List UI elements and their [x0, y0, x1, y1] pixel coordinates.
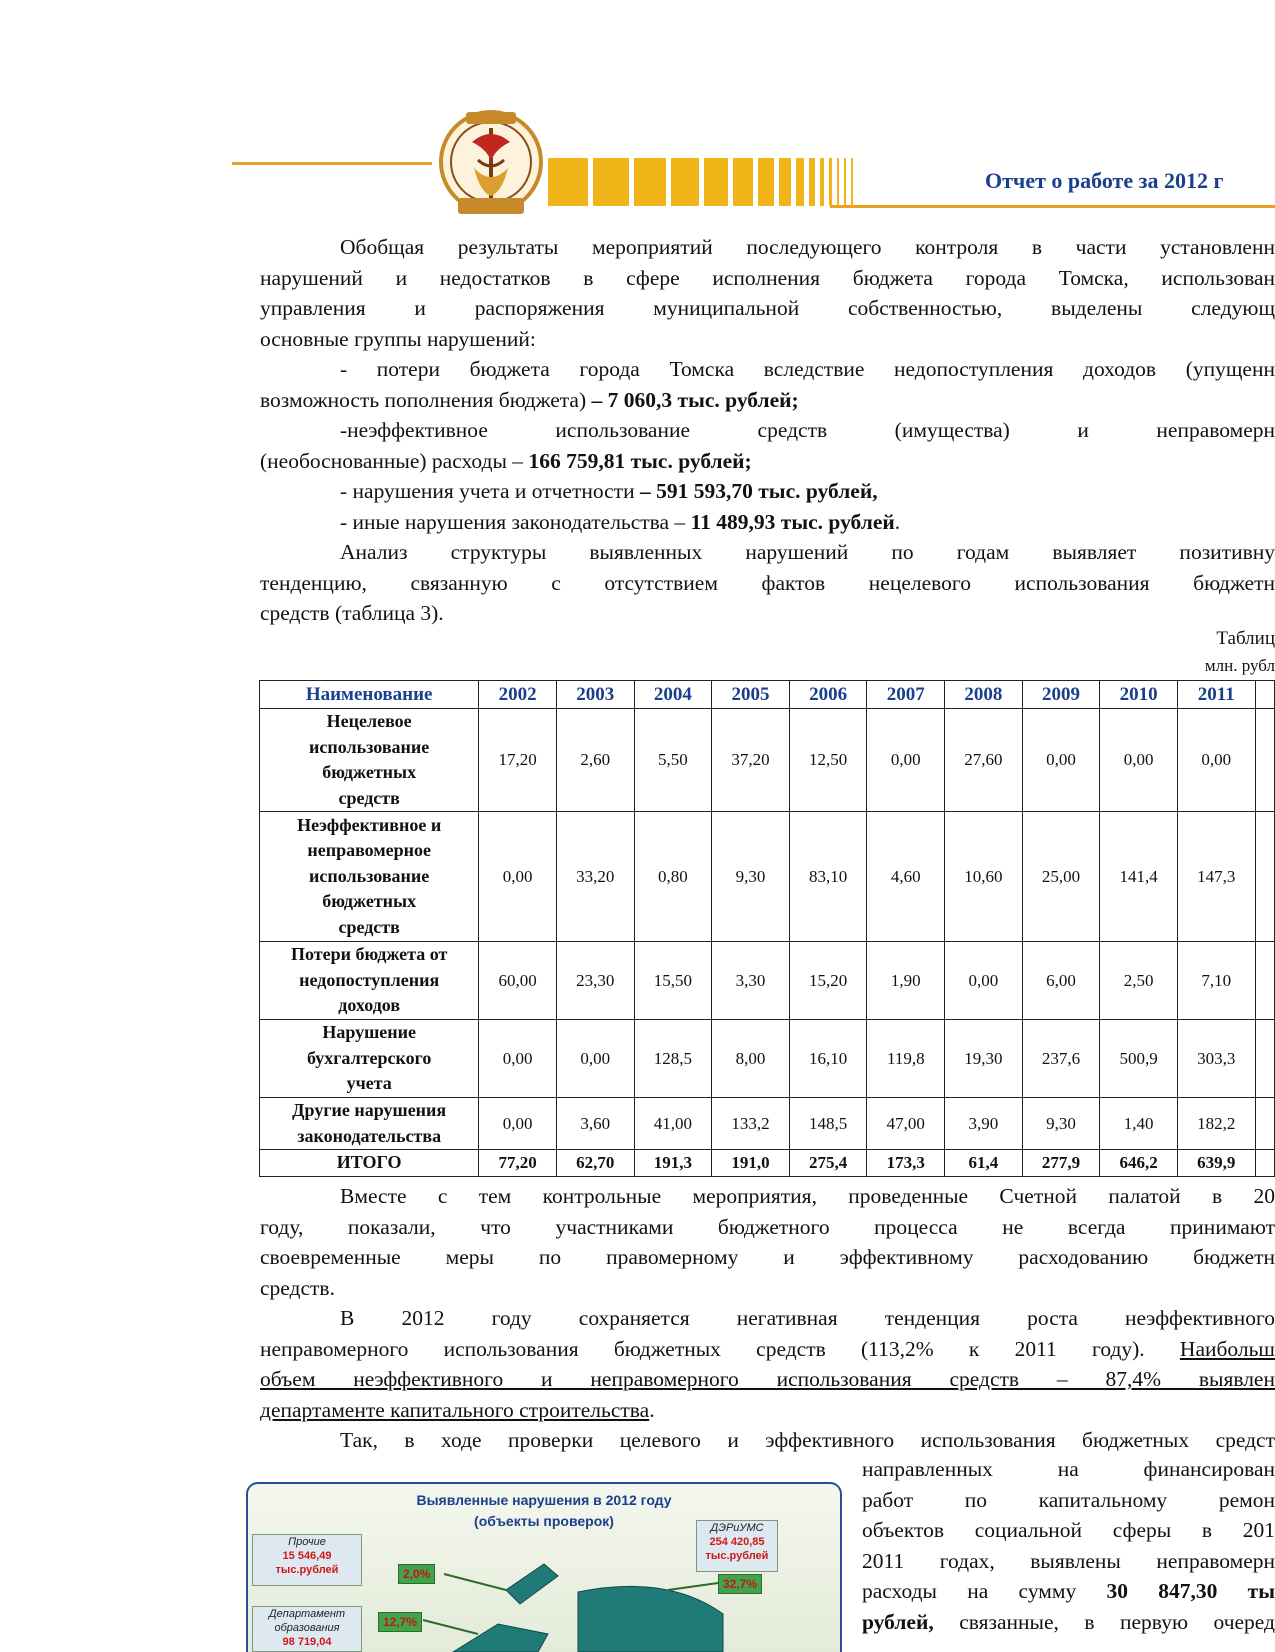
column-header: 2002 — [479, 681, 557, 709]
table-cell: 9,30 — [712, 812, 790, 942]
table-cell: 639,9 — [1177, 1150, 1255, 1177]
text-line: тенденцию, связанную с отсутствием фактов нецелевого использования бюджетн — [260, 570, 1275, 595]
table-cell: 0,00 — [1100, 709, 1178, 812]
table-cell: 25,00 — [1022, 812, 1100, 942]
table-cell: 148,5 — [789, 1098, 867, 1150]
list-item-accounting: - нарушения учета и отчетности – 591 593,70 тыс. рублей, — [340, 479, 878, 503]
table-cell: 2,50 — [1100, 942, 1178, 1020]
table-cell: 47,00 — [867, 1098, 945, 1150]
callout-education-dept: Департамент образования 98 719,04 — [252, 1606, 362, 1652]
table-cell: 60,00 — [479, 942, 557, 1020]
table-cell: 9,30 — [1022, 1098, 1100, 1150]
table-cell: 133,2 — [712, 1098, 790, 1150]
column-header: 2004 — [634, 681, 712, 709]
list-item-ineffective: -неэффективное использование средств (имущества) и неправомерн — [340, 418, 1275, 442]
text-line: Анализ структуры выявленных нарушений по годам выявляет позитивну — [340, 540, 1275, 564]
table-cell: 237,6 — [1022, 1020, 1100, 1098]
table-cell: 1,40 — [1100, 1098, 1178, 1150]
text-line-underlined: объем неэффективного и неправомерного использования средств – 87,4% выявлен — [260, 1367, 1275, 1391]
list-item-losses-cont: возможность пополнения бюджета) – 7 060,3 тыс. рублей; — [260, 387, 799, 412]
text-line: средств (таблица 3). — [260, 601, 444, 625]
table-cell: 4,60 — [867, 812, 945, 942]
pie-slice-mid — [453, 1624, 548, 1652]
text-line: Вместе с тем контрольные мероприятия, проведенные Счетной палатой в 20 — [340, 1184, 1275, 1208]
table-cell: 646,2 — [1100, 1150, 1178, 1177]
logo-emblem — [432, 106, 550, 222]
text-line: 2011 годах, выявлены неправомерн — [862, 1548, 1275, 1573]
table-cell: 1,90 — [867, 942, 945, 1020]
table-cell: 61,4 — [945, 1150, 1023, 1177]
row-label: ИТОГО — [260, 1150, 479, 1177]
table-cell: 147,3 — [1177, 812, 1255, 942]
list-item-other: - иные нарушения законодательства – 11 489,93 тыс. рублей. — [340, 509, 901, 534]
table-cell: 277,9 — [1022, 1150, 1100, 1177]
table-cell: 0,00 — [479, 1020, 557, 1098]
table-cell: 0,00 — [867, 709, 945, 812]
header-rule-right — [830, 205, 1275, 208]
table-caption: Таблиц — [1216, 628, 1275, 649]
text-line: департаменте капитального строительства. — [260, 1397, 655, 1422]
text-line: средств. — [260, 1275, 335, 1300]
column-header-cut — [1255, 681, 1274, 709]
table-cell: 6,00 — [1022, 942, 1100, 1020]
table-cell: 191,0 — [712, 1150, 790, 1177]
text-line: Обобщая результаты мероприятий последующего контроля в части установленн — [340, 235, 1275, 259]
pie-slice-large — [578, 1586, 723, 1652]
table-cell: 41,00 — [634, 1098, 712, 1150]
table-cell: 7,10 — [1177, 942, 1255, 1020]
column-header: 2006 — [789, 681, 867, 709]
pct-label: 12,7% — [378, 1612, 422, 1632]
table-cell: 182,2 — [1177, 1098, 1255, 1150]
table-cell-cut — [1255, 1150, 1274, 1177]
text-line: объектов социальной сферы в 201 — [862, 1518, 1275, 1542]
table-cell: 23,30 — [556, 942, 634, 1020]
table-row — [260, 1098, 1275, 1150]
column-header: 2011 — [1177, 681, 1255, 709]
text-line: работ по капитальному ремон — [862, 1487, 1275, 1512]
leader-line — [668, 1583, 718, 1590]
text-line: своевременные меры по правомерному и эффективному расходованию бюджетн — [260, 1245, 1275, 1269]
pct-label: 32,7% — [718, 1574, 762, 1594]
row-label: Неэффективное и неправомерное использование бюджетных средств — [260, 812, 479, 942]
intro-paragraph — [260, 232, 1275, 629]
text-line: неправомерного использования бюджетных средств (113,2% к 2011 году). Наибольш — [260, 1336, 1275, 1361]
table-cell: 173,3 — [867, 1150, 945, 1177]
table-cell-cut — [1255, 942, 1274, 1020]
text-line: Так, в ходе проверки целевого и эффективного использования бюджетных средст — [340, 1428, 1275, 1452]
column-header: 2003 — [556, 681, 634, 709]
table-cell: 5,50 — [634, 709, 712, 812]
table-cell: 33,20 — [556, 812, 634, 942]
text-line: расходы на сумму 30 847,30 ты — [862, 1579, 1275, 1603]
table-cell: 3,30 — [712, 942, 790, 1020]
column-header: Наименование — [260, 681, 479, 709]
column-header: 2010 — [1100, 681, 1178, 709]
text-line: рублей, связанные, в первую очеред — [862, 1609, 1275, 1634]
table-cell: 19,30 — [945, 1020, 1023, 1098]
table-cell: 128,5 — [634, 1020, 712, 1098]
table-row — [260, 942, 1275, 1020]
table-header-row — [260, 681, 1275, 709]
table-cell: 0,00 — [556, 1020, 634, 1098]
table-cell-cut — [1255, 709, 1274, 812]
table-cell: 191,3 — [634, 1150, 712, 1177]
column-header: 2007 — [867, 681, 945, 709]
table-cell: 10,60 — [945, 812, 1023, 942]
table-cell-cut — [1255, 1098, 1274, 1150]
table-row — [260, 709, 1275, 812]
list-item-ineffective-cont: (необоснованные) расходы – 166 759,81 тыс. рублей; — [260, 448, 752, 473]
column-header: 2008 — [945, 681, 1023, 709]
table-cell: 0,00 — [479, 1098, 557, 1150]
row-label: Нецелевое использование бюджетных средств — [260, 709, 479, 812]
table-cell: 62,70 — [556, 1150, 634, 1177]
row-label: Другие нарушения законодательства — [260, 1098, 479, 1150]
pie-slice-small — [506, 1564, 558, 1604]
table-cell: 17,20 — [479, 709, 557, 812]
callout-derums: ДЭРиУМС 254 420,85 тыс.рублей — [696, 1520, 778, 1572]
violations-chart-image — [246, 1482, 842, 1652]
table-cell: 141,4 — [1100, 812, 1178, 942]
table-cell: 77,20 — [479, 1150, 557, 1177]
text-line: В 2012 году сохраняется негативная тенденция роста неэффективного — [340, 1306, 1275, 1330]
text-line: нарушений и недостатков в сфере исполнения бюджета города Томска, использован — [260, 265, 1275, 290]
table-cell-cut — [1255, 1020, 1274, 1098]
list-item-losses: - потери бюджета города Томска вследствие недопоступления доходов (упущенн — [340, 357, 1275, 381]
callout-other: Прочие 15 546,49 тыс.рублей — [252, 1534, 362, 1586]
text-line: управления и распоряжения муниципальной собственностью, выделены следующ — [260, 296, 1275, 320]
pct-label: 2,0% — [398, 1564, 435, 1584]
table-cell: 8,00 — [712, 1020, 790, 1098]
after-table-text — [260, 1181, 1275, 1456]
table-cell: 0,00 — [1022, 709, 1100, 812]
table-cell: 0,00 — [945, 942, 1023, 1020]
header-rule-left — [232, 162, 432, 165]
table-cell: 0,00 — [479, 812, 557, 942]
violations-table — [259, 680, 1275, 1177]
table-cell: 3,60 — [556, 1098, 634, 1150]
table-cell: 37,20 — [712, 709, 790, 812]
table-cell: 15,20 — [789, 942, 867, 1020]
row-label: Потери бюджета от недопоступления доходов — [260, 942, 479, 1020]
column-header: 2009 — [1022, 681, 1100, 709]
header-decor-blocks — [548, 158, 858, 206]
text-line: году, показали, что участниками бюджетного процесса не всегда принимают — [260, 1214, 1275, 1239]
leader-line — [444, 1574, 506, 1590]
table-cell: 500,9 — [1100, 1020, 1178, 1098]
table-cell: 2,60 — [556, 709, 634, 812]
chart-title: Выявленные нарушения в 2012 году (объекты проверок) — [416, 1492, 672, 1529]
table-cell: 3,90 — [945, 1098, 1023, 1150]
table-cell: 275,4 — [789, 1150, 867, 1177]
table-cell: 119,8 — [867, 1020, 945, 1098]
table-cell: 0,00 — [1177, 709, 1255, 812]
leader-line — [423, 1620, 478, 1634]
table-row — [260, 812, 1275, 942]
column-header: 2005 — [712, 681, 790, 709]
text-line: направленных на финансирован — [862, 1457, 1275, 1481]
text-line: основные группы нарушений: — [260, 326, 536, 351]
report-title: Отчет о работе за 2012 г — [985, 168, 1224, 193]
table-cell: 303,3 — [1177, 1020, 1255, 1098]
row-label: Нарушение бухгалтерского учета — [260, 1020, 479, 1098]
table-cell: 0,80 — [634, 812, 712, 942]
table-cell: 27,60 — [945, 709, 1023, 812]
table-cell: 83,10 — [789, 812, 867, 942]
table-row — [260, 1020, 1275, 1098]
table-cell: 12,50 — [789, 709, 867, 812]
table-unit: млн. рубл — [1204, 656, 1275, 675]
table-cell: 15,50 — [634, 942, 712, 1020]
side-text — [862, 1454, 1275, 1637]
table-cell: 16,10 — [789, 1020, 867, 1098]
table-total-row — [260, 1150, 1275, 1177]
table-cell-cut — [1255, 812, 1274, 942]
